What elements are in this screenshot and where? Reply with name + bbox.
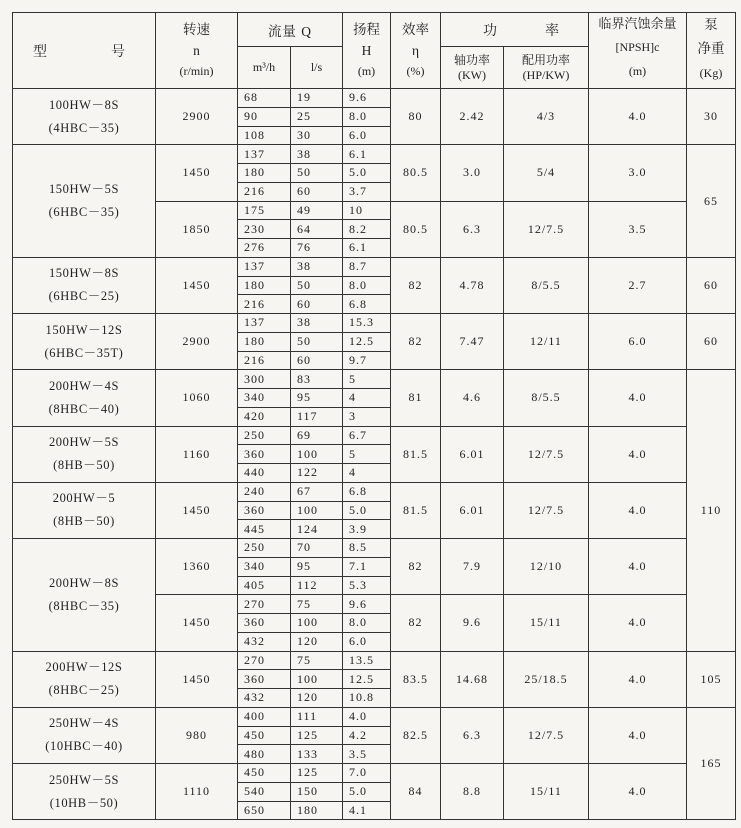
header-head-label: 扬程 [353, 22, 380, 37]
header-efficiency [391, 13, 441, 89]
npsh-cell: 4.0 [589, 539, 687, 595]
header-npsh-unit: (m) [628, 64, 647, 78]
flow-ls-cell: 100 [291, 502, 343, 521]
model-name: 150HW－12S [45, 322, 123, 337]
matched-power-cell: 12/7.5 [504, 427, 589, 483]
head-cell: 5.0 [343, 783, 391, 802]
flow-ls-cell: 100 [291, 445, 343, 464]
flow-ls-cell: 38 [291, 314, 343, 333]
flow-m3h-cell: 230 [238, 220, 291, 239]
flow-m3h-cell: 108 [238, 127, 291, 146]
model-name: 200HW－5S [48, 435, 120, 450]
flow-ls-cell: 70 [291, 539, 343, 558]
efficiency-cell: 84 [391, 764, 441, 820]
model-cell [13, 652, 156, 708]
model-name: 200HW－5 [52, 491, 116, 506]
npsh-cell: 3.5 [589, 202, 687, 258]
header-model-label: 型号 [33, 44, 189, 60]
model-alt-name: (4HBC－35) [48, 120, 120, 135]
flow-ls-cell: 25 [291, 108, 343, 127]
head-cell: 9.6 [343, 595, 391, 614]
matched-power-cell: 12/10 [504, 539, 589, 595]
flow-ls-cell: 95 [291, 558, 343, 577]
header-matched-power-unit: (HP/KW) [522, 67, 570, 82]
npsh-cell: 4.0 [589, 427, 687, 483]
matched-power-cell: 15/11 [504, 764, 589, 820]
flow-m3h-cell: 68 [238, 89, 291, 108]
npsh-cell: 4.0 [589, 652, 687, 708]
flow-ls-cell: 38 [291, 258, 343, 277]
flow-m3h-cell: 432 [238, 633, 291, 652]
npsh-cell: 4.0 [589, 89, 687, 145]
head-cell: 8.7 [343, 258, 391, 277]
header-efficiency-symbol: η [411, 43, 420, 58]
head-cell: 15.3 [343, 314, 391, 333]
flow-m3h-cell: 270 [238, 652, 291, 671]
matched-power-cell: 12/7.5 [504, 202, 589, 258]
flow-ls-cell: 125 [291, 727, 343, 746]
model-cell [13, 764, 156, 820]
flow-ls-cell: 100 [291, 614, 343, 633]
weight-cell: 60 [687, 258, 736, 314]
shaft-power-cell: 3.0 [441, 145, 504, 201]
npsh-cell: 4.0 [589, 370, 687, 426]
matched-power-cell: 4/3 [504, 89, 589, 145]
model-cell [13, 427, 156, 483]
matched-power-cell: 12/11 [504, 314, 589, 370]
speed-cell: 1850 [156, 202, 238, 258]
header-weight-sublabel: 净重 [697, 41, 725, 56]
npsh-cell: 2.7 [589, 258, 687, 314]
flow-ls-cell: 120 [291, 689, 343, 708]
matched-power-cell: 8/5.5 [504, 370, 589, 426]
model-name: 200HW－12S [45, 660, 123, 675]
flow-ls-cell: 180 [291, 802, 343, 821]
efficiency-cell: 82 [391, 314, 441, 370]
flow-ls-cell: 69 [291, 427, 343, 446]
flow-ls-cell: 67 [291, 483, 343, 502]
efficiency-cell: 82 [391, 258, 441, 314]
flow-ls-cell: 60 [291, 295, 343, 314]
efficiency-cell: 83.5 [391, 652, 441, 708]
flow-ls-cell: 76 [291, 239, 343, 258]
efficiency-cell: 82 [391, 595, 441, 651]
head-cell: 4.2 [343, 727, 391, 746]
head-cell: 5 [343, 370, 391, 389]
flow-ls-cell: 50 [291, 333, 343, 352]
header-flow: 流量 Q [238, 13, 343, 47]
shaft-power-cell: 6.01 [441, 427, 504, 483]
head-cell: 10.8 [343, 689, 391, 708]
npsh-cell: 4.0 [589, 764, 687, 820]
weight-cell: 165 [687, 708, 736, 821]
weight-cell: 60 [687, 314, 736, 370]
header-head-symbol: H [361, 43, 372, 58]
flow-m3h-cell: 216 [238, 352, 291, 371]
flow-ls-cell: 122 [291, 464, 343, 483]
model-alt-name: (8HB－50) [53, 514, 115, 529]
npsh-cell: 3.0 [589, 145, 687, 201]
flow-m3h-cell: 180 [238, 164, 291, 183]
header-head-unit: (m) [357, 64, 376, 78]
model-cell [13, 145, 156, 258]
flow-m3h-cell: 137 [238, 314, 291, 333]
flow-m3h-cell: 440 [238, 464, 291, 483]
head-cell: 6.7 [343, 427, 391, 446]
head-cell: 4.1 [343, 802, 391, 821]
flow-m3h-cell: 405 [238, 577, 291, 596]
model-alt-name: (8HBC－35) [48, 598, 120, 613]
flow-ls-cell: 19 [291, 89, 343, 108]
head-cell: 5.0 [343, 502, 391, 521]
flow-m3h-cell: 90 [238, 108, 291, 127]
head-cell: 6.0 [343, 127, 391, 146]
shaft-power-cell: 7.9 [441, 539, 504, 595]
flow-ls-cell: 125 [291, 764, 343, 783]
speed-cell: 1360 [156, 539, 238, 595]
head-cell: 4.0 [343, 708, 391, 727]
head-cell: 3.7 [343, 183, 391, 202]
head-cell: 8.2 [343, 220, 391, 239]
header-weight-unit: (Kg) [699, 66, 723, 80]
model-alt-name: (10HB－50) [49, 795, 119, 810]
matched-power-cell: 5/4 [504, 145, 589, 201]
model-name: 200HW－4S [48, 378, 120, 393]
flow-m3h-cell: 480 [238, 745, 291, 764]
shaft-power-cell: 7.47 [441, 314, 504, 370]
matched-power-cell: 25/18.5 [504, 652, 589, 708]
speed-cell: 1110 [156, 764, 238, 820]
efficiency-cell: 80 [391, 89, 441, 145]
flow-m3h-cell: 445 [238, 520, 291, 539]
header-model [13, 13, 189, 89]
header-shaft-power [441, 47, 504, 89]
shaft-power-cell: 4.6 [441, 370, 504, 426]
npsh-cell: 4.0 [589, 595, 687, 651]
head-cell: 6.0 [343, 633, 391, 652]
header-npsh [589, 13, 687, 89]
header-efficiency-label: 效率 [402, 22, 429, 37]
model-cell [13, 370, 156, 426]
header-head [343, 13, 391, 89]
header-weight [687, 13, 736, 89]
header-matched-power-label: 配用功率 [521, 52, 570, 67]
flow-m3h-cell: 240 [238, 483, 291, 502]
weight-cell: 65 [687, 145, 736, 258]
model-name: 200HW－8S [48, 575, 120, 590]
efficiency-cell: 80.5 [391, 202, 441, 258]
flow-m3h-cell: 137 [238, 145, 291, 164]
header-flow-m3h: m³/h [238, 47, 291, 89]
flow-ls-cell: 150 [291, 783, 343, 802]
efficiency-cell: 81 [391, 370, 441, 426]
head-cell: 8.5 [343, 539, 391, 558]
head-cell: 7.1 [343, 558, 391, 577]
shaft-power-cell: 4.78 [441, 258, 504, 314]
shaft-power-cell: 9.6 [441, 595, 504, 651]
matched-power-cell: 12/7.5 [504, 483, 589, 539]
flow-m3h-cell: 137 [238, 258, 291, 277]
flow-m3h-cell: 270 [238, 595, 291, 614]
pump-performance-table [12, 12, 736, 820]
flow-m3h-cell: 540 [238, 783, 291, 802]
flow-m3h-cell: 300 [238, 370, 291, 389]
model-cell [13, 483, 156, 539]
flow-m3h-cell: 432 [238, 689, 291, 708]
efficiency-cell: 82 [391, 539, 441, 595]
model-name: 250HW－5S [48, 772, 120, 787]
model-cell [13, 89, 156, 145]
flow-m3h-cell: 250 [238, 427, 291, 446]
header-flow-ls: l/s [291, 47, 343, 89]
model-name: 250HW－4S [48, 716, 120, 731]
flow-m3h-cell: 360 [238, 445, 291, 464]
flow-m3h-cell: 450 [238, 727, 291, 746]
efficiency-cell: 81.5 [391, 483, 441, 539]
model-alt-name: (8HB－50) [53, 458, 115, 473]
head-cell: 6.8 [343, 295, 391, 314]
model-cell [13, 708, 156, 764]
flow-ls-cell: 112 [291, 577, 343, 596]
flow-m3h-cell: 360 [238, 502, 291, 521]
flow-m3h-cell: 420 [238, 408, 291, 427]
flow-ls-cell: 95 [291, 389, 343, 408]
head-cell: 9.7 [343, 352, 391, 371]
flow-m3h-cell: 400 [238, 708, 291, 727]
model-cell [13, 314, 156, 370]
speed-cell: 2900 [156, 89, 238, 145]
matched-power-cell: 15/11 [504, 595, 589, 651]
flow-m3h-cell: 216 [238, 183, 291, 202]
head-cell: 5 [343, 445, 391, 464]
flow-m3h-cell: 180 [238, 277, 291, 296]
head-cell: 5.0 [343, 164, 391, 183]
head-cell: 12.5 [343, 333, 391, 352]
flow-m3h-cell: 175 [238, 202, 291, 221]
head-cell: 3 [343, 408, 391, 427]
model-alt-name: (8HBC－40) [48, 401, 120, 416]
header-npsh-label: 临界汽蚀余量 [598, 16, 677, 31]
npsh-cell: 4.0 [589, 483, 687, 539]
efficiency-cell: 81.5 [391, 427, 441, 483]
head-cell: 6.1 [343, 145, 391, 164]
flow-ls-cell: 117 [291, 408, 343, 427]
model-alt-name: (6HBC－25) [48, 289, 120, 304]
header-power-label: 功率 [483, 23, 607, 39]
flow-ls-cell: 111 [291, 708, 343, 727]
flow-m3h-cell: 360 [238, 670, 291, 689]
head-cell: 6.1 [343, 239, 391, 258]
head-cell: 3.9 [343, 520, 391, 539]
head-cell: 13.5 [343, 652, 391, 671]
header-power [441, 13, 607, 47]
header-speed-unit: (r/min) [179, 64, 214, 78]
head-cell: 4 [343, 389, 391, 408]
head-cell: 9.6 [343, 89, 391, 108]
flow-ls-cell: 60 [291, 352, 343, 371]
header-speed-label: 转速 [183, 22, 210, 37]
efficiency-cell: 82.5 [391, 708, 441, 764]
head-cell: 5.3 [343, 577, 391, 596]
flow-m3h-cell: 360 [238, 614, 291, 633]
speed-cell: 1160 [156, 427, 238, 483]
weight-cell: 105 [687, 652, 736, 708]
flow-m3h-cell: 250 [238, 539, 291, 558]
shaft-power-cell: 6.3 [441, 708, 504, 764]
shaft-power-cell: 2.42 [441, 89, 504, 145]
flow-ls-cell: 64 [291, 220, 343, 239]
header-speed-symbol: n [193, 43, 200, 58]
model-name: 150HW－5S [48, 182, 120, 196]
head-cell: 6.8 [343, 483, 391, 502]
flow-ls-cell: 30 [291, 127, 343, 146]
flow-m3h-cell: 450 [238, 764, 291, 783]
weight-cell: 30 [687, 89, 736, 145]
shaft-power-cell: 14.68 [441, 652, 504, 708]
speed-cell: 1450 [156, 483, 238, 539]
flow-ls-cell: 50 [291, 164, 343, 183]
flow-ls-cell: 38 [291, 145, 343, 164]
model-alt-name: (6HBC－35) [48, 205, 120, 219]
model-name: 150HW－8S [48, 266, 120, 281]
speed-cell: 2900 [156, 314, 238, 370]
speed-cell: 1450 [156, 595, 238, 651]
flow-m3h-cell: 216 [238, 295, 291, 314]
flow-ls-cell: 60 [291, 183, 343, 202]
flow-ls-cell: 75 [291, 652, 343, 671]
shaft-power-cell: 6.3 [441, 202, 504, 258]
model-alt-name: (8HBC－25) [48, 683, 120, 698]
flow-ls-cell: 100 [291, 670, 343, 689]
weight-cell: 110 [687, 370, 736, 651]
flow-m3h-cell: 650 [238, 802, 291, 821]
npsh-cell: 4.0 [589, 708, 687, 764]
shaft-power-cell: 8.8 [441, 764, 504, 820]
flow-m3h-cell: 276 [238, 239, 291, 258]
flow-m3h-cell: 340 [238, 389, 291, 408]
header-matched-power [504, 47, 589, 89]
flow-ls-cell: 75 [291, 595, 343, 614]
efficiency-cell: 80.5 [391, 145, 441, 201]
model-cell [13, 539, 156, 652]
header-shaft-power-unit: (KW) [458, 67, 486, 82]
speed-cell: 1450 [156, 652, 238, 708]
head-cell: 12.5 [343, 670, 391, 689]
model-alt-name: (10HBC－40) [45, 739, 123, 754]
speed-cell: 1060 [156, 370, 238, 426]
speed-cell: 1450 [156, 258, 238, 314]
shaft-power-cell: 6.01 [441, 483, 504, 539]
flow-ls-cell: 83 [291, 370, 343, 389]
head-cell: 10 [343, 202, 391, 221]
model-cell [13, 258, 156, 314]
head-cell: 7.0 [343, 764, 391, 783]
speed-cell: 980 [156, 708, 238, 764]
flow-m3h-cell: 180 [238, 333, 291, 352]
model-alt-name: (6HBC－35T) [44, 345, 124, 360]
flow-ls-cell: 133 [291, 745, 343, 764]
head-cell: 4 [343, 464, 391, 483]
head-cell: 8.0 [343, 614, 391, 633]
flow-ls-cell: 49 [291, 202, 343, 221]
model-name: 100HW－8S [48, 97, 120, 112]
header-efficiency-unit: (%) [406, 64, 425, 78]
flow-m3h-cell: 340 [238, 558, 291, 577]
header-npsh-symbol: [NPSH]c [615, 40, 660, 54]
header-speed [156, 13, 238, 89]
npsh-cell: 6.0 [589, 314, 687, 370]
header-weight-label: 泵 [704, 17, 718, 32]
header-shaft-power-label: 轴功率 [453, 52, 490, 67]
flow-ls-cell: 120 [291, 633, 343, 652]
speed-cell: 1450 [156, 145, 238, 201]
flow-ls-cell: 50 [291, 277, 343, 296]
matched-power-cell: 12/7.5 [504, 708, 589, 764]
head-cell: 8.0 [343, 277, 391, 296]
head-cell: 3.5 [343, 745, 391, 764]
matched-power-cell: 8/5.5 [504, 258, 589, 314]
flow-ls-cell: 124 [291, 520, 343, 539]
head-cell: 8.0 [343, 108, 391, 127]
